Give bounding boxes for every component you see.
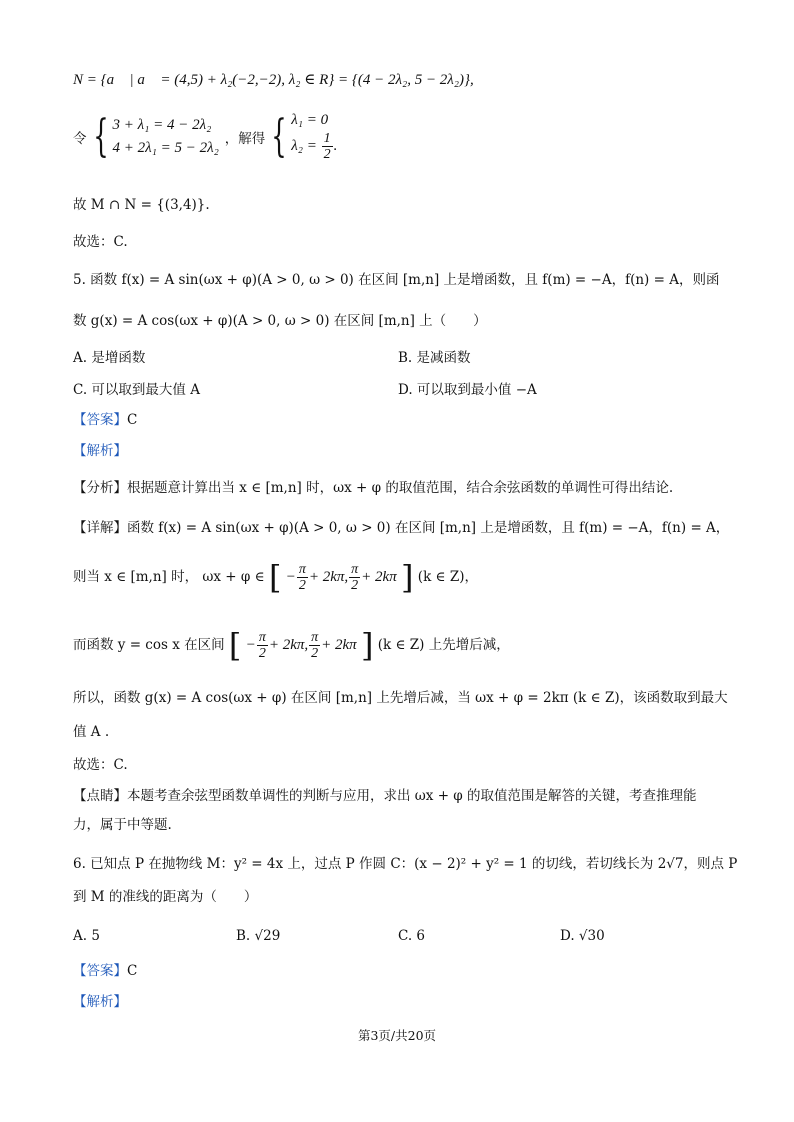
q6-stem-line2: 到 M 的准线的距离为（ ） xyxy=(73,889,258,905)
interval-expression-cos: − $\frac{\pi}{2}$ + 2kπ, $\frac{\pi}{2}$ + 2kπ xyxy=(245,630,357,661)
left-brace-icon: { xyxy=(271,111,287,162)
q6-option-d: D. √30 xyxy=(560,928,605,944)
q5-comment-line1: 【点睛】本题考查余弦型函数单调性的判断与应用，求出 ωx + φ 的取值范围是解答的关键，考查推理能 xyxy=(73,788,697,804)
q5-comment-line2: 力，属于中等题. xyxy=(73,817,172,833)
q5-stem-line2: 数 g(x) = A cos(ωx + φ)(A > 0, ω > 0) 在区间 [m,n] 上（ ） xyxy=(73,313,487,329)
q5-detail-line3: 而函数 y = cos x 在区间 [ − $\frac{\pi}{2}$ + 2kπ, $\frac{\pi}{2}$ + 2kπ ] (k ∈ Z) 上先增后减， xyxy=(73,626,510,665)
system-equations-1 xyxy=(73,112,337,162)
answer-value: C xyxy=(127,963,138,979)
analysis-tag: 【分析】 xyxy=(73,480,127,496)
answer-tag: 【答案】 xyxy=(73,412,127,428)
q6-option-a: A. 5 xyxy=(73,928,100,944)
solution-lambda1: λ₁ = 0 xyxy=(291,112,329,128)
detail-tag: 【详解】 xyxy=(73,520,127,536)
q5-jiexi-tag: 【解析】 xyxy=(73,443,127,459)
answer-tag: 【答案】 xyxy=(73,963,127,979)
solution-lambda2: λ₂ = $\frac{1}{2}$ . xyxy=(291,131,338,162)
page-number: 第3页/共20页 xyxy=(357,1028,437,1043)
set-n-definition: N = {a⃗ | a⃗ = (4,5) + λ₂(−2,−2), λ₂ ∈ R} = {(4 − 2λ₂, 5 − 2λ₂)}, xyxy=(73,72,474,88)
q5-analysis xyxy=(73,478,673,498)
q5-detail-line1 xyxy=(73,518,729,538)
intro-choice: 故选：C. xyxy=(73,234,128,250)
q6-option-b: B. √29 xyxy=(236,928,281,944)
q6-answer xyxy=(73,961,137,981)
q6-jiexi-tag: 【解析】 xyxy=(73,994,127,1010)
q5-detail-line4: 所以，函数 g(x) = A cos(ωx + φ) 在区间 [m,n] 上先增后减，当 ωx + φ = 2kπ (k ∈ Z)，该函数取到最大 xyxy=(73,690,728,706)
q5-detail-line5: 值 A . xyxy=(73,724,110,740)
answer-value: C xyxy=(127,412,138,428)
let-prefix: 令 xyxy=(73,131,87,147)
detail-text-1: 函数 f(x) = A sin(ωx + φ)(A > 0, ω > 0) 在区间 [m,n] 上是增函数，且 f(m) = −A，f(n) = A， xyxy=(127,520,730,536)
q5-option-a: A. 是增函数 xyxy=(73,350,146,366)
q5-answer xyxy=(73,410,137,430)
q5-option-b: B. 是减函数 xyxy=(398,350,471,366)
intersection-conclusion: 故 M ∩ N = {(3,4)}. xyxy=(73,197,210,213)
system1-row2: 4 + 2λ₁ = 5 − 2λ₂ xyxy=(112,140,219,156)
comment-tag: 【点睛】 xyxy=(73,788,127,804)
q5-option-c: C. 可以取到最大值 A xyxy=(73,382,200,398)
system1-row1: 3 + λ₁ = 4 − 2λ₂ xyxy=(112,117,212,133)
fraction-one-half: $\frac{1}{2}$ xyxy=(323,131,331,162)
left-brace-icon: { xyxy=(92,111,109,162)
q6-option-c: C. 6 xyxy=(398,928,426,944)
q6-stem-line1: 6. 已知点 P 在抛物线 M：y² = 4x 上，过点 P 作圆 C：(x − 2)² + y² = 1 的切线，若切线长为 2√7，则点 P xyxy=(73,856,738,872)
q5-stem-line1: 5. 函数 f(x) = A sin(ωx + φ)(A > 0, ω > 0) 在区间 [m,n] 上是增函数，且 f(m) = −A，f(n) = A，则函 xyxy=(73,272,720,288)
interval-expression: − $\frac{\pi}{2}$ + 2kπ, $\frac{\pi}{2}$ + 2kπ xyxy=(285,562,397,593)
q5-choice: 故选：C. xyxy=(73,757,128,773)
solve-word: ，解得 xyxy=(224,131,266,147)
analysis-text: 根据题意计算出当 x ∈ [m,n] 时，ωx + φ 的取值范围，结合余弦函数的单调性可得出结论. xyxy=(127,480,674,496)
q5-detail-line2: 则当 x ∈ [m,n] 时， ωx + φ ∈ [ − $\frac{\pi}{2}$ + 2kπ, $\frac{\pi}{2}$ + 2kπ ] (k ∈ Z)， xyxy=(73,558,478,597)
q5-option-d: D. 可以取到最小值 −A xyxy=(398,382,537,398)
